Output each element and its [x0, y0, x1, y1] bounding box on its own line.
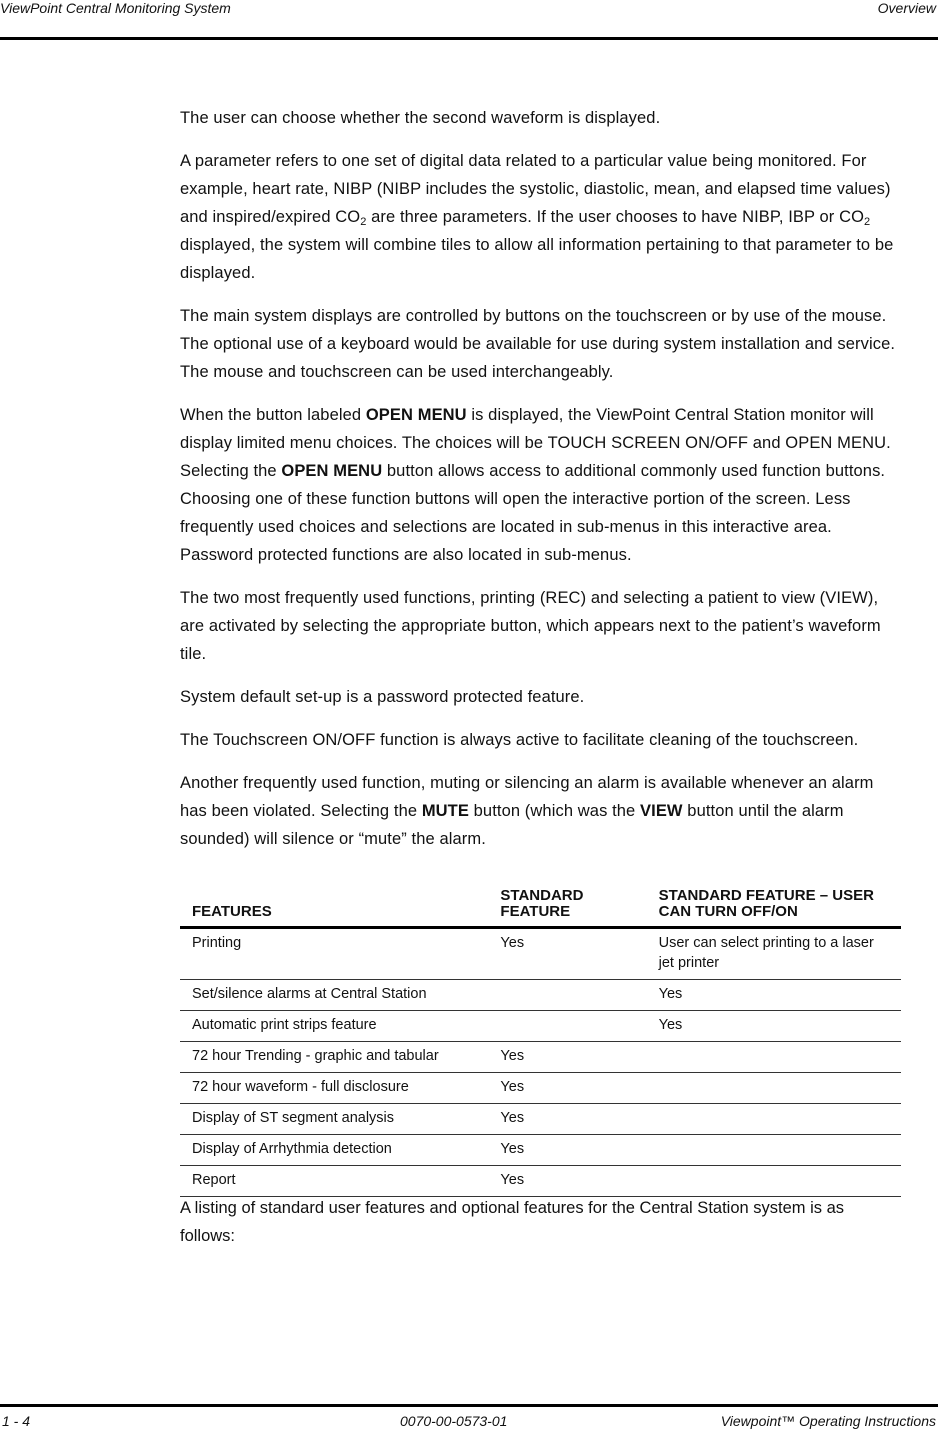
table-cell: Display of Arrhythmia detection [180, 1135, 488, 1166]
page-header [0, 0, 938, 40]
table-cell: Yes [488, 1166, 646, 1197]
subscript: 2 [864, 216, 871, 228]
bold-term: OPEN MENU [365, 406, 467, 424]
features-table [180, 888, 901, 1197]
manual-title: Viewpoint™ Operating Instructions [720, 1413, 936, 1429]
table-row [180, 980, 901, 1011]
table-cell [647, 1073, 901, 1104]
table-cell: Yes [488, 1135, 646, 1166]
text-run: button (which was the [468, 802, 641, 820]
table-row [180, 1073, 901, 1104]
document-number: 0070-00-0573-01 [400, 1413, 508, 1429]
table-cell: User can select printing to a laser jet printer [647, 928, 901, 980]
table-cell: Automatic print strips feature [180, 1011, 488, 1042]
page-number: 1 - 4 [2, 1413, 31, 1429]
text-run: Another frequently used function, muting or silencing an alarm is available whenever an alarm has been violated. Selecting the [180, 774, 874, 820]
column-header-user-toggle: STANDARD FEATURE – USER CAN TURN OFF/ON [647, 888, 901, 928]
paragraph [180, 769, 900, 853]
header-system-name: ViewPoint Central Monitoring System [0, 0, 231, 16]
table-row [180, 1042, 901, 1073]
table-cell: Yes [488, 1042, 646, 1073]
table-cell: 72 hour Trending - graphic and tabular [180, 1042, 488, 1073]
table-cell: Printing [180, 928, 488, 980]
table-cell: Yes [488, 1104, 646, 1135]
page-footer [0, 1404, 938, 1435]
table-row [180, 1011, 901, 1042]
body-text [180, 104, 900, 868]
table-cell [488, 1011, 646, 1042]
bold-term: MUTE [421, 802, 469, 820]
table-cell [647, 1166, 901, 1197]
table-cell: Yes [488, 928, 646, 980]
text-run: button until the alarm sounded) will silence or “mute” the alarm. [180, 802, 844, 848]
table-row [180, 1166, 901, 1197]
paragraph: System default set-up is a password protected feature. [180, 688, 585, 706]
table-cell: Report [180, 1166, 488, 1197]
table-cell: Yes [488, 1073, 646, 1104]
bold-term: OPEN MENU [281, 462, 383, 480]
table-cell [488, 980, 646, 1011]
table-cell: 72 hour waveform - full disclosure [180, 1073, 488, 1104]
paragraph: The main system displays are controlled by buttons on the touchscreen or by use of the mouse. The optional use of a keyboard would be available for use during system installation and service. The mouse and touchscreen can be used interchangeably. [180, 307, 896, 381]
table-row [180, 1135, 901, 1166]
table-cell [647, 1042, 901, 1073]
table-cell [647, 1104, 901, 1135]
paragraph [180, 147, 900, 287]
column-header-features: FEATURES [180, 888, 488, 928]
column-header-standard: STANDARD FEATURE [488, 888, 646, 928]
bold-term: VIEW [640, 802, 683, 820]
paragraph [180, 401, 900, 569]
table-cell: Yes [647, 1011, 901, 1042]
text-run: displayed, the system will combine tiles to allow all information pertaining to that parameter to be displayed. [180, 236, 894, 282]
text-run: When the button labeled [180, 406, 366, 424]
text-run: button allows access to additional commonly used function buttons. Choosing one of these function buttons will open the interactive portion of the screen. Less frequently used choices and selections are located in sub-menus in this interactive area. Password protected functions are also located in sub-menus. [180, 462, 886, 564]
table-row [180, 1104, 901, 1135]
table-header-row [180, 888, 901, 928]
paragraph: The Touchscreen ON/OFF function is always active to facilitate cleaning of the touchscreen. [180, 731, 859, 749]
paragraph: The two most frequently used functions, printing (REC) and selecting a patient to view (VIEW), are activated by selecting the appropriate button, which appears next to the patient’s waveform tile. [180, 589, 881, 663]
header-section-title: Overview [877, 0, 936, 16]
paragraph: The user can choose whether the second waveform is displayed. [180, 109, 661, 127]
table-cell: Yes [647, 980, 901, 1011]
table-cell: Set/silence alarms at Central Station [180, 980, 488, 1011]
text-run: is displayed, the ViewPoint Central Station monitor will display limited menu choices. The choices will be TOUCH SCREEN ON/OFF and OPEN MENU. Selecting the [180, 406, 891, 480]
text-run: A parameter refers to one set of digital data related to a particular value being monitored. For example, heart rate, NIBP (NIBP includes the systolic, diastolic, mean, and elapsed time values) and inspired/expired CO [180, 152, 891, 226]
table-cell [647, 1135, 901, 1166]
table-cell: Display of ST segment analysis [180, 1104, 488, 1135]
text-run: are three parameters. If the user chooses to have NIBP, IBP or CO [366, 208, 865, 226]
table-row [180, 928, 901, 980]
closing-paragraph: A listing of standard user features and optional features for the Central Station system is as follows: [180, 1199, 845, 1245]
subscript: 2 [360, 216, 367, 228]
